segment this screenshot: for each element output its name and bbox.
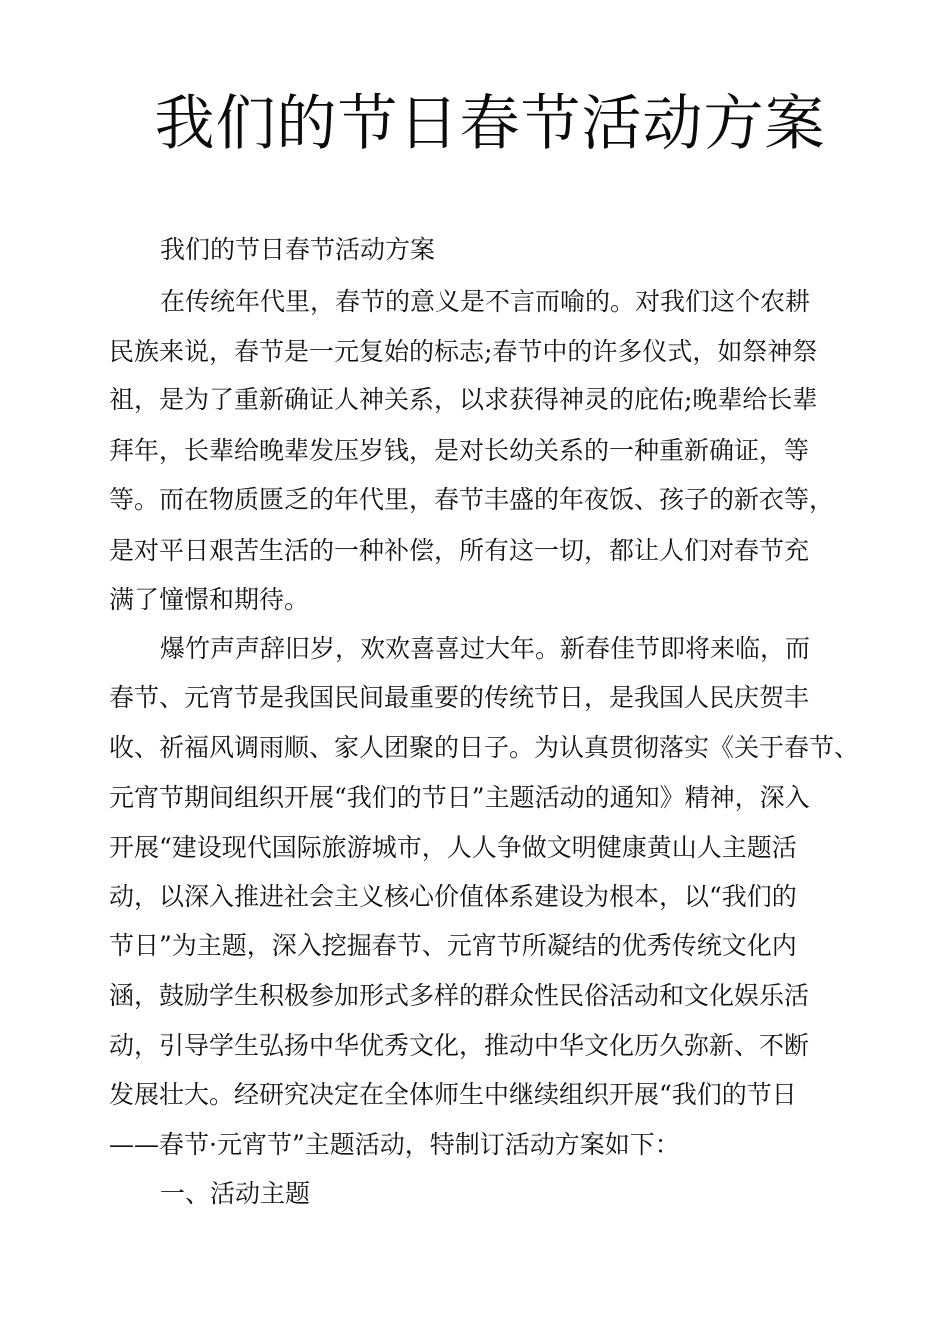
- paragraph-line: 动，引导学生弘扬中华优秀文化，推动中华文化历久弥新、不断: [109, 1031, 810, 1060]
- document-title: 我们的节日春节活动方案: [154, 89, 826, 159]
- paragraph-line: 拜年，长辈给晚辈发压岁钱，是对长幼关系的一种重新确证，等: [109, 436, 810, 465]
- paragraph-line: 爆竹声声辞旧岁，欢欢喜喜过大年。新春佳节即将来临，而: [160, 634, 811, 663]
- paragraph-line: 涵，鼓励学生积极参加形式多样的群众性民俗活动和文化娱乐活: [109, 981, 810, 1010]
- paragraph-line: 节日”为主题，深入挖掘春节、元宵节所凝结的优秀传统文化内: [109, 931, 797, 960]
- section-heading: 一、活动主题: [160, 1179, 311, 1208]
- paragraph-line: 春节、元宵节是我国民间最重要的传统节日，是我国人民庆贺丰: [109, 683, 810, 712]
- paragraph-line: 在传统年代里，春节的意义是不言而喻的。对我们这个农耕: [160, 287, 811, 316]
- subtitle-line: 我们的节日春节活动方案: [160, 235, 436, 264]
- paragraph-line: 发展壮大。经研究决定在全体师生中继续组织开展“我们的节日: [109, 1080, 797, 1109]
- paragraph-line: 开展“建设现代国际旅游城市，人人争做文明健康黄山人主题活: [109, 833, 797, 862]
- paragraph-line: 元宵节期间组织开展“我们的节日”主题活动的通知》精神，深入: [109, 783, 810, 812]
- paragraph-line: 收、祈福风调雨顺、家人团聚的日子。为认真贯彻落实《关于春节、: [109, 733, 860, 762]
- paragraph-line: 是对平日艰苦生活的一种补偿，所有这一切，都让人们对春节充: [109, 536, 810, 565]
- paragraph-line: ——春节·元宵节”主题活动，特制订活动方案如下：: [109, 1130, 680, 1159]
- paragraph-line: 满了憧憬和期待。: [109, 585, 310, 614]
- paragraph-line: 祖，是为了重新确证人神关系，以求获得神灵的庇佑;晚辈给长辈: [109, 385, 818, 414]
- paragraph-line: 民族来说，春节是一元复始的标志;春节中的许多仪式，如祭神祭: [109, 337, 818, 366]
- paragraph-line: 动，以深入推进社会主义核心价值体系建设为根本，以“我们的: [109, 882, 797, 911]
- paragraph-line: 等。而在物质匮乏的年代里，春节丰盛的年夜饭、孩子的新衣等，: [109, 485, 835, 514]
